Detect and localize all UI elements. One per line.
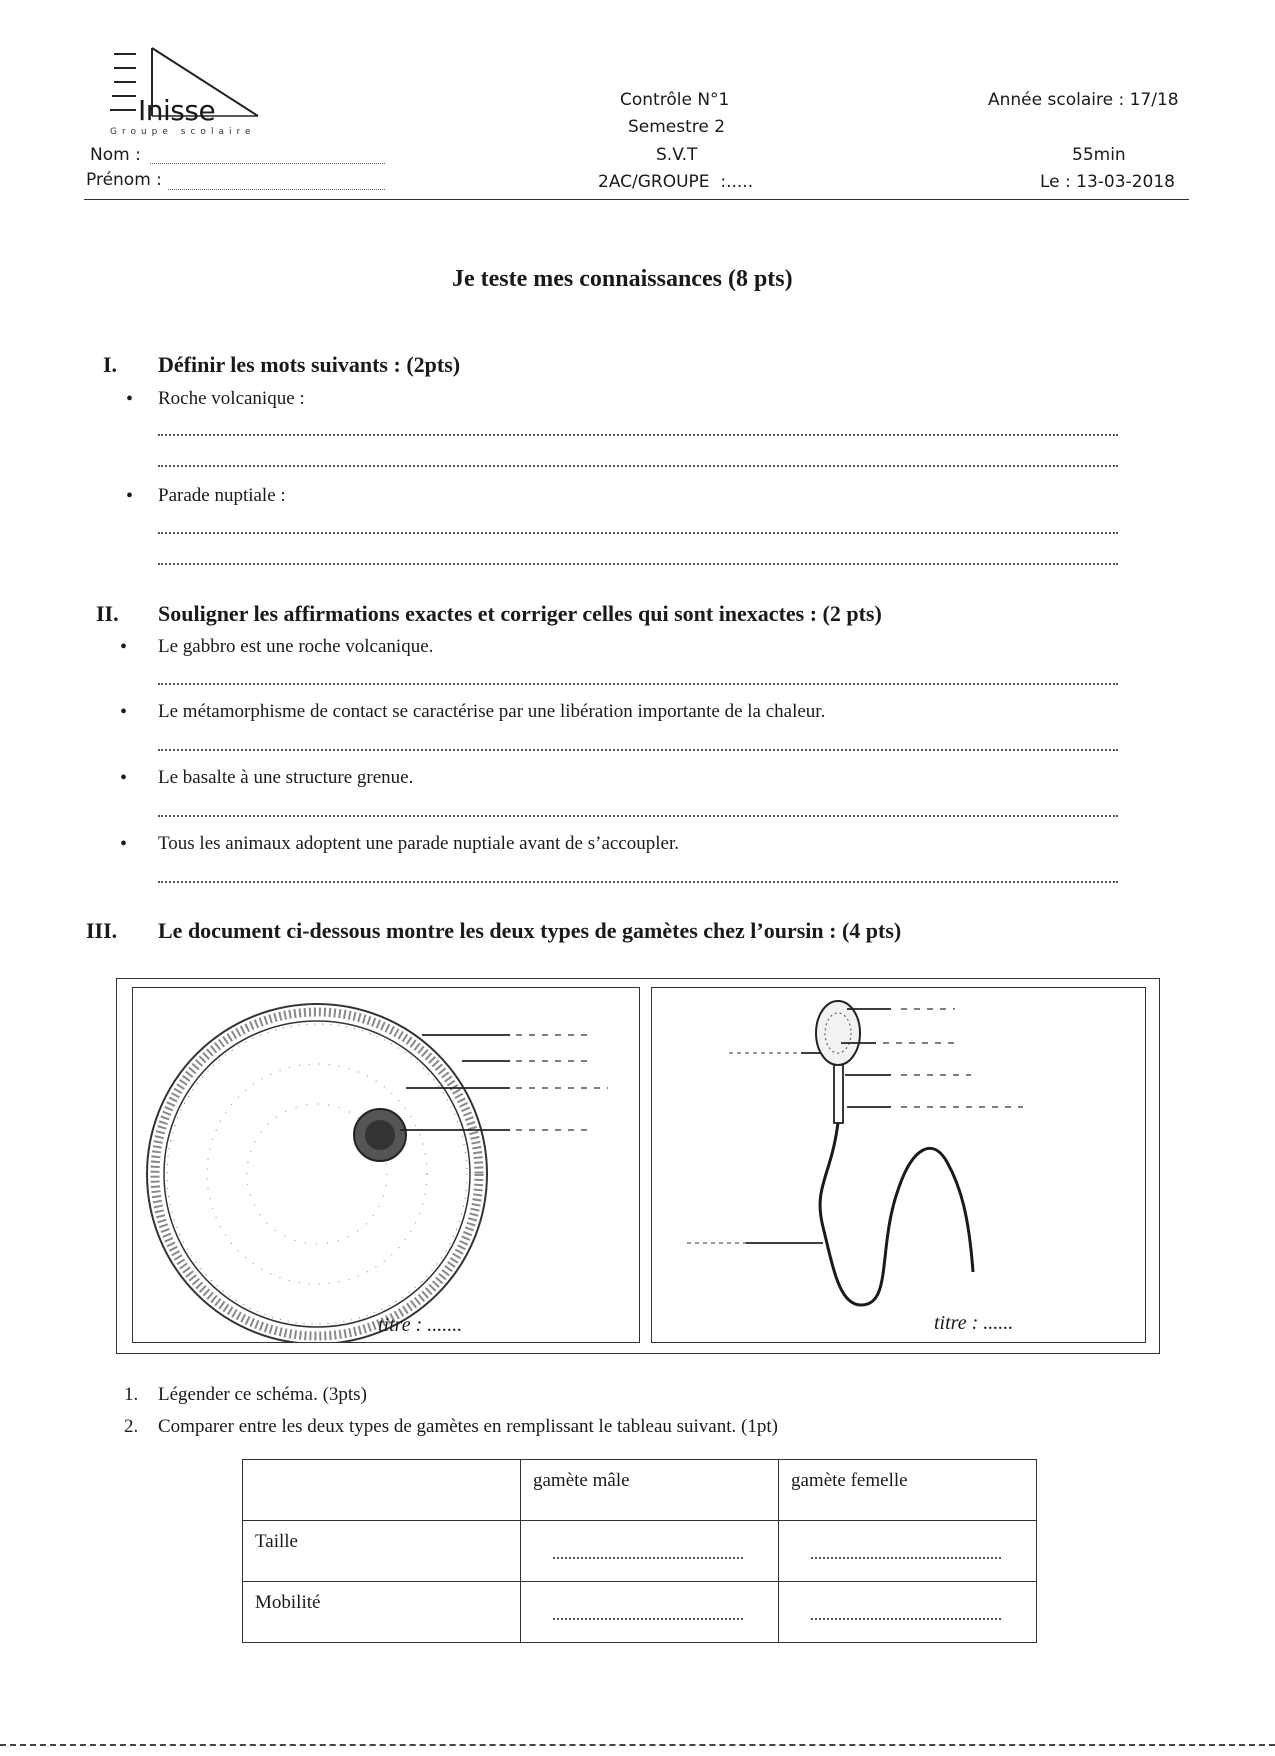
table-row — [243, 1582, 1037, 1643]
table-header-cell: gamète femelle — [779, 1460, 1037, 1521]
answer-line[interactable] — [158, 465, 1118, 467]
ovule-cytoplasm — [167, 1024, 467, 1324]
semester: Semestre 2 — [628, 117, 726, 137]
duration: 55min — [1072, 145, 1126, 165]
statement-basalte[interactable]: Le basalte à une structure grenue. — [158, 767, 414, 788]
table-header-cell: gamète mâle — [521, 1460, 779, 1521]
table-answer-cell[interactable] — [779, 1582, 1037, 1643]
answer-line[interactable] — [158, 434, 1118, 436]
section-2-title: Souligner les affirmations exactes et corriger celles qui sont inexactes : (2 pts) — [158, 601, 882, 626]
answer-dots[interactable] — [811, 1618, 1001, 1620]
section-1-number: I. — [103, 352, 118, 377]
table-header-row — [243, 1460, 1037, 1521]
ovule-title[interactable]: titre : ....... — [378, 1314, 463, 1336]
spermatozoide-title[interactable]: titre : ...... — [934, 1312, 1014, 1334]
logo-text: Inisse — [138, 94, 216, 127]
bullet-icon: • — [120, 767, 128, 789]
footer-rule — [0, 1744, 1275, 1746]
prenom-label: Prénom : — [86, 170, 162, 190]
spermatozoide-diagram — [651, 987, 1146, 1343]
correction-line[interactable] — [158, 683, 1118, 685]
item-parade-nuptiale: Parade nuptiale : — [158, 485, 286, 506]
nom-label-text: Nom : — [90, 145, 141, 165]
bullet-icon: • — [120, 701, 128, 723]
table-answer-cell[interactable] — [521, 1582, 779, 1643]
question-2-text: Comparer entre les deux types de gamètes en remplissant le tableau suivant. (1pt) — [158, 1416, 778, 1437]
correction-line[interactable] — [158, 815, 1118, 817]
ovule-nucleus-core — [365, 1120, 395, 1150]
ovule-jelly-layer — [155, 1012, 479, 1336]
section-3-number: III. — [86, 918, 118, 943]
bullet-icon: • — [120, 636, 128, 658]
statement-metamorphisme[interactable]: Le métamorphisme de contact se caractérise par une libération importante de la chaleur. — [158, 701, 826, 722]
sperm-head — [816, 1001, 860, 1065]
table-row — [243, 1521, 1037, 1582]
table-row-label: Mobilité — [243, 1582, 521, 1643]
table-header-cell — [243, 1460, 521, 1521]
section-1-title: Définir les mots suivants : (2pts) — [158, 352, 461, 377]
statement-animaux[interactable]: Tous les animaux adoptent une parade nuptiale avant de s’accoupler. — [158, 833, 679, 854]
answer-line[interactable] — [158, 563, 1118, 565]
item-roche-volcanique: Roche volcanique : — [158, 388, 305, 409]
section-3-title: Le document ci-dessous montre les deux types de gamètes chez l’oursin : (4 pts) — [158, 918, 902, 943]
statement-gabbro[interactable]: Le gabbro est une roche volcanique. — [158, 636, 434, 657]
ovule-membrane-inner — [164, 1021, 470, 1327]
answer-dots[interactable] — [811, 1557, 1001, 1559]
bullet-icon: • — [126, 388, 134, 410]
nom-fill-line[interactable] — [150, 163, 385, 164]
table-answer-cell[interactable] — [779, 1521, 1037, 1582]
prenom-fill-line[interactable] — [168, 189, 385, 190]
main-title: Je teste mes connaissances (8 pts) — [452, 266, 793, 292]
exam-date: Le : 13-03-2018 — [1040, 172, 1175, 192]
logo-subtext: Groupe scolaire — [110, 127, 256, 137]
ovule-cytoplasm-dots — [207, 1064, 427, 1284]
bullet-icon: • — [120, 833, 128, 855]
question-1-text: Légender ce schéma. (3pts) — [158, 1384, 367, 1405]
sperm-flagellum — [820, 1123, 973, 1305]
bullet-icon: • — [126, 485, 134, 507]
group: 2AC/GROUPE :..... — [598, 172, 754, 192]
school-year: Année scolaire : 17/18 — [988, 90, 1179, 110]
ovule-membrane-outer — [147, 1004, 487, 1343]
question-2-number: 2. — [124, 1416, 139, 1437]
correction-line[interactable] — [158, 881, 1118, 883]
control-number: Contrôle N°1 — [620, 90, 730, 110]
table-answer-cell[interactable] — [521, 1521, 779, 1582]
ovule-diagram — [132, 987, 640, 1343]
answer-dots[interactable] — [553, 1618, 743, 1620]
comparison-table — [242, 1459, 1037, 1643]
correction-line[interactable] — [158, 749, 1118, 751]
question-1-number: 1. — [124, 1384, 139, 1405]
answer-dots[interactable] — [553, 1557, 743, 1559]
nom-label — [90, 145, 141, 165]
header-rule — [84, 199, 1189, 200]
sperm-midpiece — [834, 1065, 843, 1123]
section-2-number: II. — [96, 601, 119, 626]
subject: S.V.T — [656, 145, 698, 165]
answer-line[interactable] — [158, 532, 1118, 534]
table-row-label: Taille — [243, 1521, 521, 1582]
